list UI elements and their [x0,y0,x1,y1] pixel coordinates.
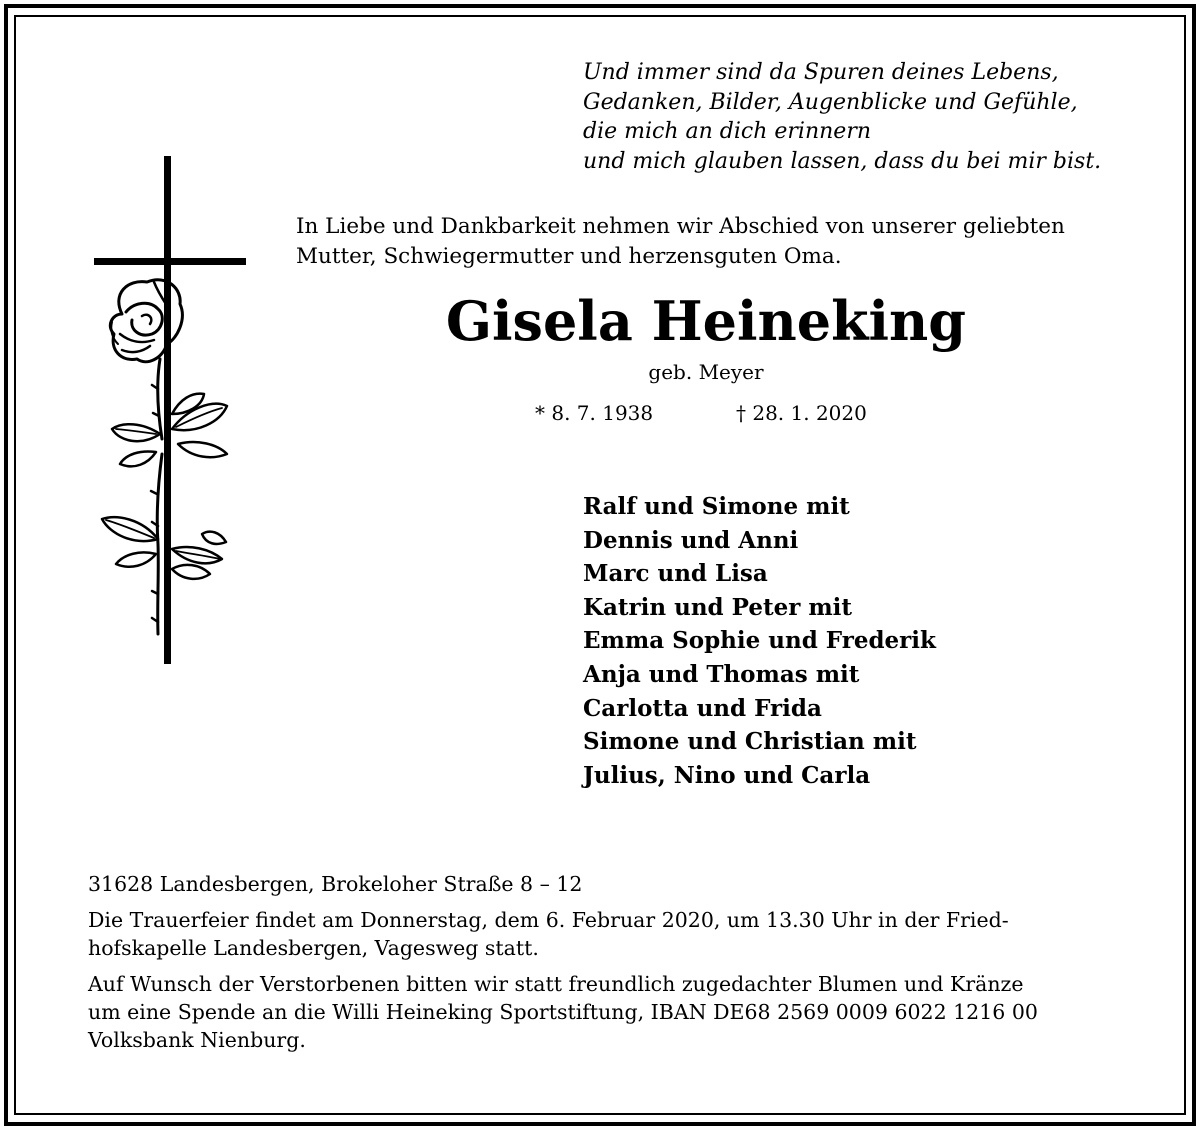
donation-line: Volksbank Nienburg. [88,1028,306,1052]
footer-notice [88,870,1138,1062]
death-date: † 28. 1. 2020 [736,401,867,425]
funeral-info [88,906,1138,962]
family-member: Emma Sophie und Frederik [583,627,936,655]
intro-line: Mutter, Schwiegermutter und herzensguten Oma. [296,243,842,269]
poem-line: Und immer sind da Spuren deines Lebens, [583,60,1059,85]
deceased-name: Gisela Heineking [445,289,967,353]
funeral-line: hofskapelle Landesbergen, Vagesweg statt. [88,936,539,960]
family-member: Carlotta und Frida [583,694,822,722]
family-member: Dennis und Anni [583,526,799,554]
poem [583,58,1143,176]
birth-date: * 8. 7. 1938 [535,401,654,425]
intro-text [296,212,1136,271]
poem-line: und mich glauben lassen, dass du bei mir bist. [583,148,1102,174]
family-member: Anja und Thomas mit [583,660,860,688]
poem-line: Gedanken, Bilder, Augenblicke und Gefühle, [583,89,1078,115]
birth-name: geb. Meyer [648,360,764,384]
poem-line: die mich an dich erinnern [583,119,872,144]
funeral-line: Die Trauerfeier findet am Donnerstag, dem 6. Februar 2020, um 13.30 Uhr in der Fried- [88,908,1009,932]
family-member: Simone und Christian mit [583,728,917,756]
family-member: Julius, Nino und Carla [583,761,871,789]
family-member: Katrin und Peter mit [583,593,853,621]
address-line: 31628 Landesbergen, Brokeloher Straße 8 – 12 [88,872,583,896]
donation-info [88,970,1138,1054]
address [88,870,1138,898]
family-member: Marc und Lisa [583,560,768,588]
family-member: Ralf und Simone mit [583,493,850,520]
intro-line: In Liebe und Dankbarkeit nehmen wir Abschied von unserer geliebten [296,214,1065,239]
donation-line: um eine Spende an die Willi Heineking Sportstiftung, IBAN DE68 2569 0009 6022 1216 00 [88,1000,1038,1024]
donation-line: Auf Wunsch der Verstorbenen bitten wir statt freundlich zugedachter Blumen und Kränze [88,972,1024,996]
cross-with-rose-icon [92,154,252,664]
family-list [583,490,1143,792]
